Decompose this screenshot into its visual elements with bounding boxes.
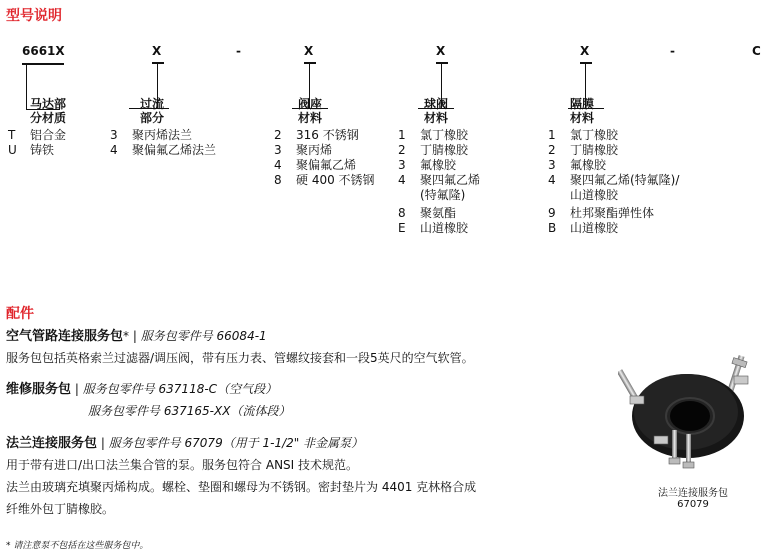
repair-kit-heading: 维修服务包 | 服务包零件号 637118-C（空气段） bbox=[6, 382, 278, 397]
option-row: B 山道橡胶 bbox=[548, 221, 619, 235]
option-row: 4 聚四氟乙烯(特氟隆)/ bbox=[548, 173, 680, 187]
option-row: T 铝合金 bbox=[8, 128, 67, 142]
flange-kit-desc-1: 用于带有进口/出口法兰集合管的泵。服务包符合 ANSI 技术规范。 bbox=[6, 458, 359, 472]
flange-kit-desc-2: 法兰由玻璃充填聚丙烯构成。螺栓、垫圈和螺母为不锈钢。密封垫片为 4401 克林格合成 bbox=[6, 480, 477, 494]
option-row: 4 聚偏氟乙烯 bbox=[274, 158, 357, 172]
code-diaphragm: X bbox=[580, 44, 590, 58]
caption-diaphragm: 隔膜 材料 bbox=[570, 97, 595, 125]
option-row: 1 氯丁橡胶 bbox=[548, 128, 619, 142]
repair-kit-fluid: 服务包零件号 637165-XX（流体段） bbox=[88, 404, 291, 418]
option-row: 4 聚四氟乙烯 bbox=[398, 173, 481, 187]
option-row: (特氟隆) bbox=[420, 188, 466, 202]
motor-options bbox=[8, 128, 66, 158]
flange-kit-image bbox=[618, 348, 768, 473]
option-row: 2 丁腈橡胶 bbox=[398, 143, 469, 157]
option-row: 3 聚丙烯 bbox=[274, 143, 333, 157]
option-row: 9 杜邦聚酯弹性体 bbox=[548, 206, 655, 220]
option-row: 4 聚偏氟乙烯法兰 bbox=[110, 143, 217, 157]
caption-motor: 马达部 分材质 bbox=[30, 97, 67, 125]
image-caption: 法兰连接服务包 bbox=[658, 488, 728, 499]
flange-kit-desc-3: 纤维外包丁腈橡胶。 bbox=[6, 502, 115, 516]
underline-over bbox=[152, 62, 164, 64]
option-row: 1 氯丁橡胶 bbox=[398, 128, 469, 142]
air-kit-heading: 空气管路连接服务包* | 服务包零件号 66084-1 bbox=[6, 329, 267, 344]
option-row: E 山道橡胶 bbox=[398, 221, 469, 235]
underline-base bbox=[22, 63, 64, 65]
caption-over: 过流 部分 bbox=[140, 97, 165, 125]
footnote: * 请注意泵不包括在这些服务包中。 bbox=[6, 541, 149, 551]
diaphragm-options bbox=[548, 128, 679, 236]
option-row: 2 丁腈橡胶 bbox=[548, 143, 619, 157]
option-row: 8 聚氨酯 bbox=[398, 206, 457, 220]
code-suffix: C bbox=[752, 44, 761, 58]
underline-seat bbox=[304, 62, 316, 64]
caption-seat: 阀座 材料 bbox=[298, 97, 323, 125]
code-ball: X bbox=[436, 44, 446, 58]
underline-diaphragm bbox=[580, 62, 592, 64]
caption-ball: 球阀 材料 bbox=[424, 97, 449, 125]
code-motor: X bbox=[152, 44, 162, 58]
code-seat: X bbox=[304, 44, 314, 58]
code-base: 6661X bbox=[22, 44, 65, 58]
code-dash-2: - bbox=[670, 44, 675, 58]
section-title-accessories: 配件 bbox=[6, 306, 34, 322]
option-row: 3 氟橡胶 bbox=[398, 158, 457, 172]
option-row: 山道橡胶 bbox=[570, 188, 619, 202]
connector-motor-v bbox=[26, 64, 27, 110]
page-title: 型号说明 bbox=[6, 8, 62, 24]
seat-options bbox=[274, 128, 375, 188]
option-row: 8 硬 400 不锈钢 bbox=[274, 173, 375, 187]
code-dash-1: - bbox=[236, 44, 241, 58]
ball-options bbox=[398, 128, 480, 236]
air-kit-desc: 服务包包括英格索兰过滤器/调压阀，带有压力表、管螺纹接套和一段5英尺的空气软管。 bbox=[6, 351, 474, 365]
flange-kit-heading: 法兰连接服务包 | 服务包零件号 67079（用于 1-1/2" 非金属泵） bbox=[6, 436, 364, 451]
option-row: 3 聚丙烯法兰 bbox=[110, 128, 193, 142]
option-row: 3 氟橡胶 bbox=[548, 158, 607, 172]
over-options bbox=[110, 128, 216, 158]
underline-ball bbox=[436, 62, 448, 64]
image-part-no: 67079 bbox=[677, 499, 709, 510]
option-row: 2 316 不锈钢 bbox=[274, 128, 359, 142]
option-row: U 铸铁 bbox=[8, 143, 55, 157]
